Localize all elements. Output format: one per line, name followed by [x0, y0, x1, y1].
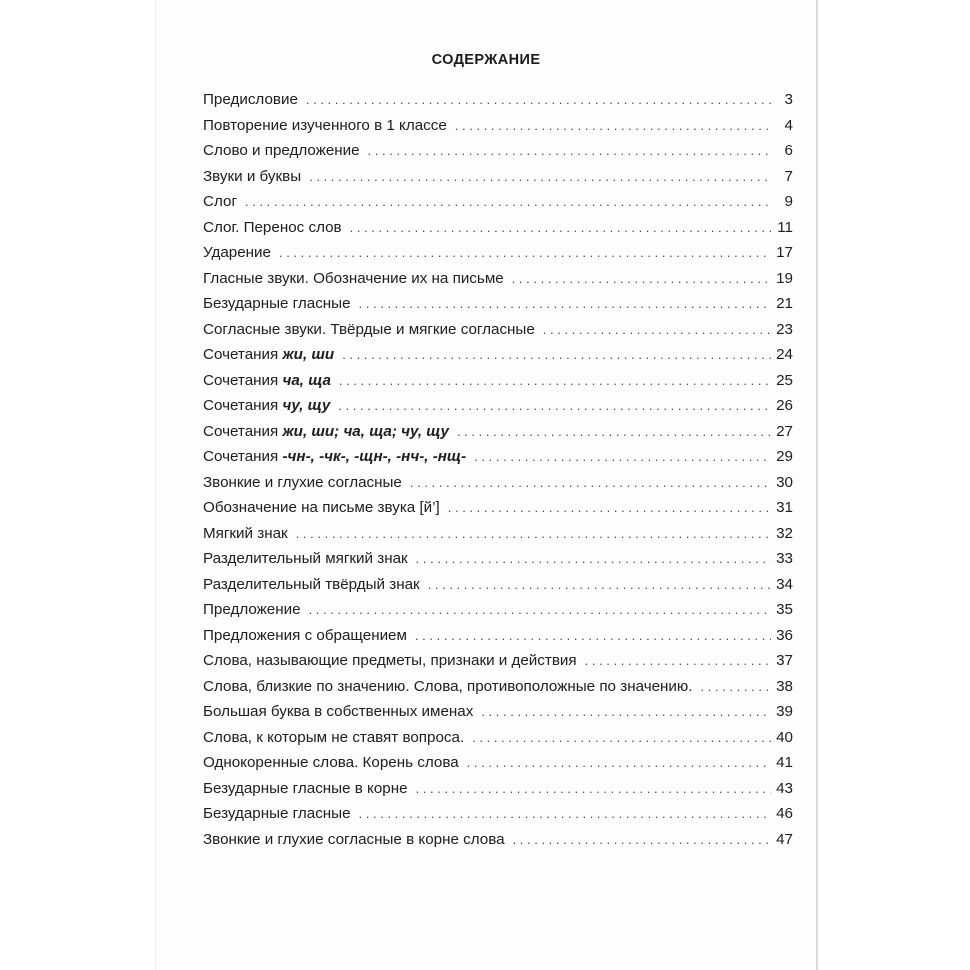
toc-page-number: 41: [776, 754, 793, 771]
toc-page-number: 6: [784, 142, 793, 159]
toc-entry-label: Однокоренные слова. Корень слова: [203, 754, 459, 771]
toc-entry-label: Сочетания ча, ща: [203, 371, 331, 389]
dot-leader: [245, 194, 771, 209]
dot-leader: [309, 602, 771, 617]
toc-entry: [203, 729, 793, 755]
toc-entry-emphasis: жи, ши; ча, ща; чу, щу: [282, 422, 449, 440]
dot-leader: [467, 755, 771, 770]
dot-leader: [368, 143, 771, 158]
toc-entry: [203, 550, 793, 576]
toc-entry-label: Повторение изученного в 1 классе: [203, 116, 447, 134]
toc-entry: [203, 142, 793, 168]
dot-leader: [481, 704, 771, 719]
toc-page-number: 34: [776, 575, 793, 593]
toc-entry: [203, 423, 793, 449]
toc-page-number: 7: [784, 167, 793, 185]
toc-entry-label: Ударение: [203, 244, 271, 261]
dot-leader: [279, 245, 771, 260]
toc-entry: [203, 346, 793, 372]
toc-page-number: 9: [784, 193, 793, 210]
toc-entry-label: Сочетания жи, ши: [203, 346, 335, 363]
toc-entry: [203, 780, 793, 806]
toc-entry-label: Согласные звуки. Твёрдые и мягкие согласные: [203, 320, 535, 338]
dot-leader: [472, 730, 771, 745]
toc-entry: [203, 219, 793, 245]
toc-entry-label: Слова, называющие предметы, признаки и действия: [203, 652, 577, 669]
toc-entry: [203, 703, 793, 729]
dot-leader: [512, 271, 771, 286]
toc-entry: [203, 91, 793, 117]
dot-leader: [543, 322, 771, 337]
toc-page-number: 25: [776, 371, 793, 389]
toc-page-number: 30: [776, 473, 793, 491]
toc-entry: [203, 805, 793, 831]
toc-entry-label: Предисловие: [203, 91, 298, 108]
dot-leader: [342, 347, 771, 362]
toc-entry-emphasis: ча, ща: [282, 371, 331, 389]
toc-entry: [203, 499, 793, 525]
toc-entry: [203, 448, 793, 474]
toc-page-number: 37: [776, 652, 793, 669]
toc-entry-label: Слог. Перенос слов: [203, 218, 342, 236]
toc-page-number: 3: [784, 91, 793, 108]
dot-leader: [701, 679, 771, 694]
toc-entry-label: Безударные гласные: [203, 805, 351, 822]
dot-leader: [309, 169, 771, 184]
dot-leader: [457, 424, 771, 439]
toc-entry-label: Предложения с обращением: [203, 626, 407, 644]
dot-leader: [474, 449, 771, 464]
toc-page-number: 32: [776, 524, 793, 542]
toc-page-number: 38: [776, 677, 793, 695]
toc-entry-label: Гласные звуки. Обозначение их на письме: [203, 269, 504, 287]
toc-entry-label: Слова, к которым не ставят вопроса.: [203, 728, 465, 746]
toc-page-number: 21: [776, 295, 793, 312]
toc-entry-label: Сочетания чу, щу: [203, 397, 331, 414]
toc-entry-label: Слог: [203, 193, 237, 210]
dot-leader: [448, 500, 771, 515]
dot-leader: [410, 475, 771, 490]
toc-entry-emphasis: чу, щу: [282, 397, 331, 414]
dot-leader: [339, 373, 771, 388]
toc-page-number: 46: [776, 805, 793, 822]
page-title: СОДЕРЖАНИЕ: [431, 52, 541, 68]
toc-entry: [203, 601, 793, 627]
toc-entry: [203, 754, 793, 780]
toc-entry: [203, 652, 793, 678]
toc-entry-label: Сочетания -чн-, -чк-, -щн-, -нч-, -нщ-: [203, 448, 467, 465]
toc-entry: [203, 397, 793, 423]
toc-page-number: 11: [777, 218, 793, 236]
toc-entry: [203, 831, 793, 857]
toc-page-number: 43: [776, 779, 793, 797]
toc-entry-label: Слова, близкие по значению. Слова, противоположные по значению.: [203, 677, 693, 695]
toc-page-number: 40: [776, 728, 793, 746]
toc-entry-label: Мягкий знак: [203, 524, 288, 542]
dot-leader: [338, 398, 771, 413]
toc-page-number: 47: [776, 830, 793, 848]
toc-entry-label: Безударные гласные: [203, 295, 351, 312]
toc-entry-label: Предложение: [203, 601, 301, 618]
toc-entry: [203, 270, 793, 296]
dot-leader: [416, 781, 771, 796]
toc-entry: [203, 576, 793, 602]
toc-page-number: 29: [776, 448, 793, 465]
toc-entry: [203, 525, 793, 551]
toc-page-number: 4: [784, 116, 793, 134]
toc-entry: [203, 295, 793, 321]
toc-entry-label: Разделительный мягкий знак: [203, 550, 408, 567]
toc-entry-label: Звонкие и глухие согласные: [203, 473, 402, 491]
toc-page-number: 19: [776, 269, 793, 287]
toc-entry-label: Слово и предложение: [203, 142, 360, 159]
toc-page-number: 23: [776, 320, 793, 338]
toc-page-number: 31: [776, 499, 793, 516]
toc-page-number: 33: [776, 550, 793, 567]
toc-entry-label: Разделительный твёрдый знак: [203, 575, 420, 593]
dot-leader: [513, 832, 771, 847]
toc-page-number: 39: [776, 703, 793, 720]
toc-entry-label: Обозначение на письме звука [й’]: [203, 499, 440, 516]
toc-entry: [203, 372, 793, 398]
toc-entry: [203, 244, 793, 270]
dot-leader: [415, 628, 771, 643]
toc-entry-label: Звонкие и глухие согласные в корне слова: [203, 830, 505, 848]
toc-page-number: 26: [776, 397, 793, 414]
toc-entry-label: Звуки и буквы: [203, 167, 302, 185]
toc-page-number: 24: [776, 346, 793, 363]
toc-entry-label: Большая буква в собственных именах: [203, 703, 474, 720]
toc-page-number: 36: [776, 626, 793, 644]
dot-leader: [585, 653, 771, 668]
toc-entry: [203, 168, 793, 194]
dot-leader: [306, 92, 771, 107]
toc-entry: [203, 193, 793, 219]
dot-leader: [428, 577, 771, 592]
toc-page-number: 27: [776, 422, 793, 440]
toc-page-number: 35: [776, 601, 793, 618]
book-page: [155, 0, 818, 970]
dot-leader: [296, 526, 771, 541]
dot-leader: [455, 118, 771, 133]
dot-leader: [359, 806, 771, 821]
toc-entry-emphasis: жи, ши: [282, 346, 335, 363]
toc-entry: [203, 474, 793, 500]
toc-entry-label: Сочетания жи, ши; ча, ща; чу, щу: [203, 422, 449, 440]
dot-leader: [416, 551, 771, 566]
dot-leader: [359, 296, 771, 311]
toc-entry: [203, 627, 793, 653]
toc-entry: [203, 678, 793, 704]
toc-entry: [203, 321, 793, 347]
table-of-contents: [203, 91, 793, 856]
toc-entry-label: Безударные гласные в корне: [203, 779, 408, 797]
toc-entry-emphasis: -чн-, -чк-, -щн-, -нч-, -нщ-: [282, 448, 467, 465]
toc-entry: [203, 117, 793, 143]
toc-page-number: 17: [776, 244, 793, 261]
dot-leader: [350, 220, 771, 235]
